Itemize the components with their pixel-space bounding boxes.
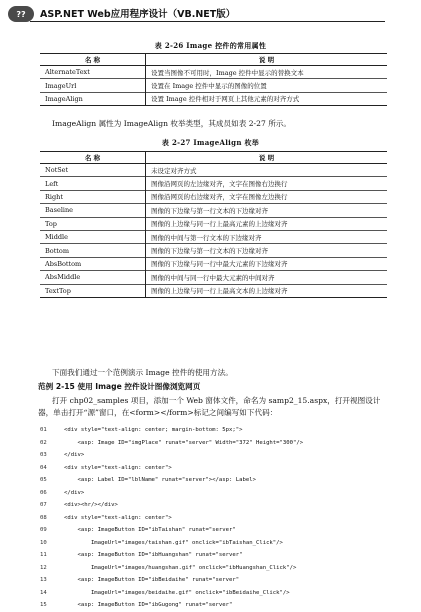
code-line-text: </div> [64, 452, 85, 458]
code-line [40, 562, 390, 575]
table2-row [40, 284, 387, 297]
table2-cell-name: Middle [40, 230, 146, 243]
table2-row [40, 230, 387, 243]
table2-row [40, 271, 387, 284]
code-line [40, 424, 390, 437]
code-line [40, 574, 390, 587]
code-line-text: <asp: Image ID="imgPlace" runat="server" Width="372" Height="300"/> [64, 439, 304, 446]
code-line-text: <div style="text-align: center; margin-bottom: 5px;"> [64, 427, 243, 433]
table2-cell-desc: 图像的下边缘与第一行文本的下边缘对齐 [146, 204, 388, 217]
table2-header-desc: 说 明 [146, 152, 388, 164]
running-header-title: ASP.NET Web应用程序设计（VB.NET版） [40, 9, 236, 20]
table2-cell-name: Right [40, 190, 146, 203]
code-line-text: </div> [64, 489, 85, 496]
paragraph-instructions: 打开 chp02_samples 项目，添加一个 Web 窗体文件，命名为 samp2_15.aspx，打开视图设计器，单击打开“源”窗口，在<form></form>标记之间编写如下代码： [38, 396, 381, 417]
table1-cell-desc: 设置当图像不可用时，Image 控件中显示的替换文本 [151, 68, 304, 77]
table1-row [40, 92, 387, 105]
code-line [40, 599, 390, 612]
code-line [40, 462, 390, 475]
code-line [40, 437, 390, 450]
code-line-number: 04 [40, 464, 47, 471]
table2-cell-name: Baseline [40, 204, 146, 217]
table2-cell-name: AbsBottom [40, 257, 146, 270]
table1-row [40, 66, 387, 79]
code-line-text: <asp: ImageButton ID="ibGugong" runat="server" [64, 602, 233, 608]
page-number-badge: ?? [8, 6, 34, 22]
table1 [40, 53, 387, 106]
code-line-number: 05 [40, 477, 47, 483]
code-line-number: 13 [40, 577, 47, 583]
table1-cell-desc: 设置 Image 控件相对于网页上其他元素的对齐方式 [146, 92, 388, 105]
table2 [40, 151, 387, 298]
paragraph-example-intro: 下面我们通过一个范例演示 Image 控件的使用方法。 [52, 368, 233, 377]
paragraph-imagealign-intro: ImageAlign 属性为 ImageAlign 枚举类型，其成员如表 2-27 所示。 [52, 119, 291, 128]
table2-caption: 表 2-27 ImageAlign 枚举 [161, 138, 260, 147]
example-title: 范例 2-15 使用 Image 控件设计图像浏览网页 [38, 382, 201, 391]
code-listing [40, 424, 390, 612]
table1-header-desc: 说 明 [146, 54, 388, 66]
code-line-text: ImageUrl="images/taishan.gif" onclick="ibTaishan_Click"/> [64, 539, 283, 546]
table1-caption: 表 2-26 Image 控件的常用属性 [154, 41, 267, 50]
code-line-number: 02 [40, 439, 47, 446]
code-line-text: <asp: ImageButton ID="ibTaishan" runat="server" [64, 527, 236, 533]
table2-cell-name: Bottom [40, 244, 146, 257]
code-line [40, 487, 390, 500]
table2-cell-name: NotSet [40, 164, 146, 177]
code-line-text: ImageUrl="images/huangshan.gif" onclick="ibHuangshan_Click"/> [64, 564, 297, 571]
table2-row [40, 257, 387, 270]
table2-cell-desc: 图像的下边缘与同一行中最大元素的下边缘对齐 [146, 257, 388, 270]
table2-cell-desc: 图像的中间与同一行中最大元素的中间对齐 [146, 271, 388, 284]
table1-cell-name: AlternateText [40, 66, 146, 79]
table1-cell-desc: 设置在 Image 控件中显示的图像的位置 [146, 79, 388, 92]
code-line [40, 587, 390, 600]
table2-row [40, 177, 387, 190]
code-line [40, 549, 390, 562]
table2-cell-desc: 未设定对齐方式 [151, 166, 197, 175]
code-line-number: 10 [40, 539, 47, 546]
code-line-text: <asp: Label ID="lblName" runat="server"></asp: Label> [64, 477, 256, 483]
table2-row [40, 244, 387, 257]
code-line-number: 15 [40, 602, 47, 608]
table2-cell-name: TextTop [40, 284, 146, 297]
code-line-text: <asp: ImageButton ID="ibHuangshan" runat="server" [64, 552, 243, 558]
code-line-number: 07 [40, 502, 47, 508]
table1-row [40, 79, 387, 92]
code-line-number: 12 [40, 564, 47, 571]
table2-row [40, 204, 387, 217]
code-line [40, 537, 390, 550]
table2-row [40, 190, 387, 203]
table2-row [40, 217, 387, 230]
table2-header-name: 名 称 [40, 152, 146, 164]
code-line-number: 01 [40, 427, 47, 433]
code-line-text: ImageUrl="images/beidaihe.gif" onclick="ibBeidaihe_Click"/> [64, 589, 290, 596]
code-line [40, 449, 390, 462]
code-line-number: 09 [40, 527, 47, 533]
table2-cell-desc: 图像沿网页的右边缘对齐，文字在图像左边换行 [146, 190, 388, 203]
code-line-text: <div style="text-align: center"> [64, 464, 172, 471]
code-line-number: 11 [40, 552, 47, 558]
header-rule [30, 21, 385, 22]
table2-cell-name: Top [40, 217, 146, 230]
page-header [0, 0, 421, 26]
code-line-text: <div><hr/></div> [64, 502, 118, 508]
table2-row [40, 164, 387, 177]
table2-cell-desc: 图像的中间与第一行文本的下边缘对齐 [146, 230, 388, 243]
code-line-text: <asp: ImageButton ID="ibBeidaihe" runat="server" [64, 577, 240, 583]
table2-cell-name: AbsMiddle [40, 271, 146, 284]
code-line [40, 499, 390, 512]
code-line-number: 14 [40, 589, 47, 596]
code-line-number: 06 [40, 489, 47, 496]
table2-cell-desc: 图像的下边缘与第一行文本的下边缘对齐 [146, 244, 388, 257]
code-line-text: <div style="text-align: center"> [64, 514, 172, 521]
table1-cell-name: ImageAlign [40, 92, 146, 105]
table2-cell-desc: 图像的上边缘与同一行上最高文本的上边缘对齐 [146, 284, 388, 297]
code-line [40, 524, 390, 537]
code-line-number: 03 [40, 452, 47, 458]
table2-cell-desc: 图像的上边缘与同一行上最高元素的上边缘对齐 [146, 217, 388, 230]
code-line [40, 474, 390, 487]
table1-header-name: 名 称 [40, 54, 146, 66]
code-line [40, 512, 390, 525]
table2-cell-desc: 图像沿网页的左边缘对齐，文字在图像右边换行 [146, 177, 388, 190]
table2-cell-name: Left [40, 177, 146, 190]
table1-cell-name: ImageUrl [40, 79, 146, 92]
code-line-number: 08 [40, 514, 47, 521]
